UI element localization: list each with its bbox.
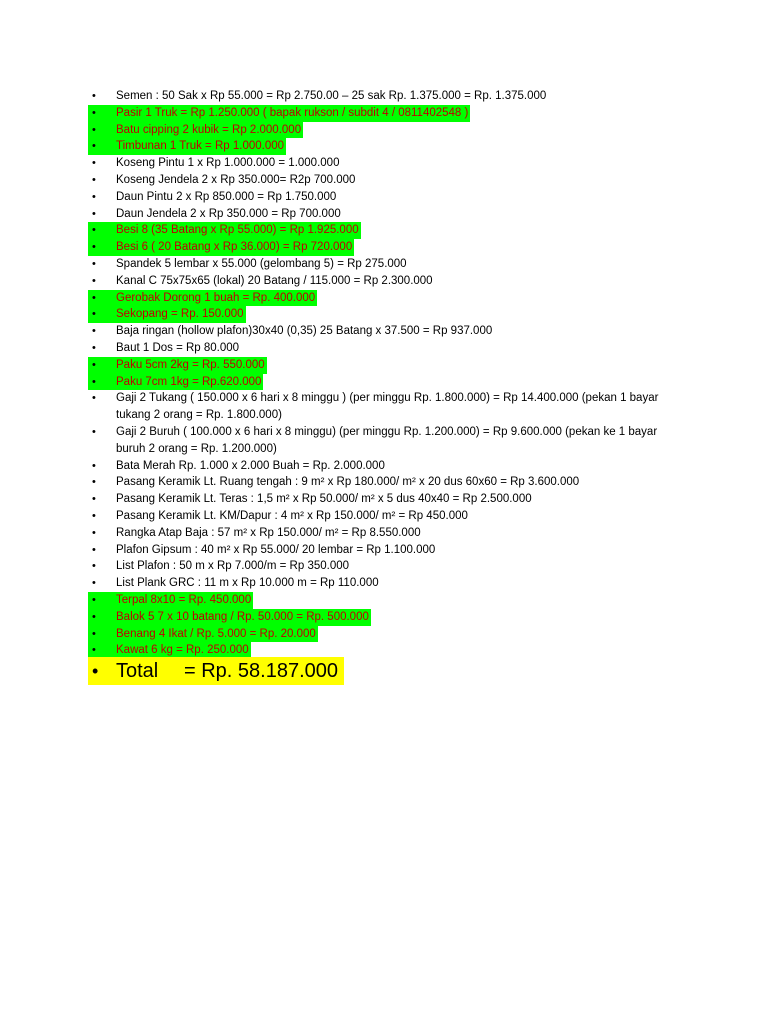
list-item-text: Batu cipping 2 kubik = Rp 2.000.000 xyxy=(116,123,302,136)
bullet-icon: • xyxy=(92,106,96,119)
bullet-icon: • xyxy=(92,375,96,388)
list-item-text: Paku 5cm 2kg = Rp. 550.000 xyxy=(116,358,265,371)
list-item-text: Pasang Keramik Lt. Ruang tengah : 9 m² x Rp 180.000/ m² x 20 dus 60x60 = Rp 3.600.000 xyxy=(116,476,580,489)
total-value: = Rp. 58.187.000 xyxy=(184,660,339,682)
list-item-text: Terpal 8x10 = Rp. 450.000 xyxy=(116,593,252,606)
list-item-text: Pasang Keramik Lt. KM/Dapur : 4 m² x Rp 150.000/ m² = Rp 450.000 xyxy=(116,509,468,522)
bullet-icon: • xyxy=(92,207,96,220)
bullet-icon: • xyxy=(92,425,96,438)
list-item xyxy=(88,390,688,424)
list-item-highlighted xyxy=(88,122,688,139)
bullet-icon: • xyxy=(92,392,96,405)
bullet-icon: • xyxy=(92,274,96,287)
list-item xyxy=(88,172,688,189)
list-item-text: Plafon Gipsum : 40 m² x Rp 55.000/ 20 lembar = Rp 1.100.000 xyxy=(116,543,436,556)
list-item-highlighted xyxy=(88,239,688,256)
list-item xyxy=(88,525,688,542)
list-item-highlighted xyxy=(88,357,688,374)
list-item-text: Gaji 2 Buruh ( 100.000 x 6 hari x 8 minggu) (per minggu Rp. 1.200.000) = Rp 9.600.000 (pekan ke 1 bayar buruh 2 orang = Rp. 1.200.000) xyxy=(116,425,658,455)
bullet-icon: • xyxy=(92,190,96,203)
list-item-highlighted xyxy=(88,609,688,626)
list-item-text: Baja ringan (hollow plafon)30x40 (0,35) 25 Batang x 37.500 = Rp 937.000 xyxy=(116,325,493,338)
bullet-icon: • xyxy=(92,610,96,623)
bullet-icon: • xyxy=(92,140,96,153)
list-item xyxy=(88,491,688,508)
bullet-icon: • xyxy=(92,257,96,270)
list-item xyxy=(88,558,688,575)
list-item-text: Rangka Atap Baja : 57 m² x Rp 150.000/ m² = Rp 8.550.000 xyxy=(116,526,421,539)
bullet-icon: • xyxy=(92,509,96,522)
list-item-highlighted xyxy=(88,105,688,122)
total-bullet-icon: • xyxy=(92,661,99,681)
list-item-highlighted xyxy=(88,138,688,155)
total-row xyxy=(88,657,344,685)
bullet-icon: • xyxy=(92,644,96,657)
bullet-icon: • xyxy=(92,291,96,304)
bullet-icon: • xyxy=(92,341,96,354)
bullet-icon: • xyxy=(92,526,96,539)
list-item-text: Semen : 50 Sak x Rp 55.000 = Rp 2.750.00 – 25 sak Rp. 1.375.000 = Rp. 1.375.000 xyxy=(116,90,547,102)
bullet-icon: • xyxy=(92,459,96,472)
list-item xyxy=(88,88,688,105)
cost-list xyxy=(88,88,688,659)
list-item xyxy=(88,424,688,458)
list-item-text: Daun Jendela 2 x Rp 350.000 = Rp 700.000 xyxy=(116,207,341,220)
list-item-text: Pasang Keramik Lt. Teras : 1,5 m² x Rp 50.000/ m² x 5 dus 40x40 = Rp 2.500.000 xyxy=(116,493,532,506)
list-item-highlighted xyxy=(88,290,688,307)
list-item-text: Balok 5 7 x 10 batang / Rp. 50.000 = Rp. 500.000 xyxy=(116,610,369,623)
bullet-icon: • xyxy=(92,560,96,573)
list-item-text: Gaji 2 Tukang ( 150.000 x 6 hari x 8 minggu ) (per minggu Rp. 1.800.000) = Rp 14.400.000 (pekan 1 bayar tukang 2 orang = Rp. 1.800.000) xyxy=(116,392,659,422)
list-item-text: Spandek 5 lembar x 55.000 (gelombang 5) = Rp 275.000 xyxy=(116,257,407,270)
bullet-icon: • xyxy=(92,157,96,170)
list-item xyxy=(88,542,688,559)
list-item-text: List Plafon : 50 m x Rp 7.000/m = Rp 350.000 xyxy=(116,560,350,573)
list-item-highlighted xyxy=(88,626,688,643)
list-item-text: Gerobak Dorong 1 buah = Rp. 400.000 xyxy=(116,291,316,304)
bullet-icon: • xyxy=(92,543,96,556)
list-item xyxy=(88,155,688,172)
bullet-icon: • xyxy=(92,627,96,640)
list-item xyxy=(88,575,688,592)
list-item xyxy=(88,508,688,525)
bullet-icon: • xyxy=(92,173,96,186)
list-item xyxy=(88,206,688,223)
list-item xyxy=(88,458,688,475)
total-label: Total xyxy=(116,660,159,682)
list-item-highlighted xyxy=(88,306,688,323)
list-item-highlighted xyxy=(88,592,688,609)
bullet-icon: • xyxy=(92,476,96,489)
list-item-text: Pasir 1 Truk = Rp 1.250.000 ( bapak rukson / subdit 4 / 0811402548 ) xyxy=(116,106,469,119)
bullet-icon: • xyxy=(92,308,96,321)
bullet-icon: • xyxy=(92,123,96,136)
list-item-text: Besi 8 (35 Batang x Rp 55.000) = Rp 1.925.000 xyxy=(116,224,359,237)
list-item xyxy=(88,323,688,340)
list-item-text: Kanal C 75x75x65 (lokal) 20 Batang / 115.000 = Rp 2.300.000 xyxy=(116,274,433,287)
bullet-icon: • xyxy=(92,241,96,254)
list-item-text: Timbunan 1 Truk = Rp 1.000.000 xyxy=(116,140,285,153)
list-item-text: Benang 4 Ikat / Rp. 5.000 = Rp. 20.000 xyxy=(116,627,316,640)
list-item-highlighted xyxy=(88,222,688,239)
list-item xyxy=(88,340,688,357)
list-item xyxy=(88,273,688,290)
list-item-text: Sekopang = Rp. 150.000 xyxy=(116,308,244,321)
list-item-text: Paku 7cm 1kg = Rp.620.000 xyxy=(116,375,262,388)
list-item-text: Baut 1 Dos = Rp 80.000 xyxy=(116,341,240,354)
list-item-text: Bata Merah Rp. 1.000 x 2.000 Buah = Rp. 2.000.000 xyxy=(116,459,385,472)
list-item-text: List Plank GRC : 11 m x Rp 10.000 m = Rp 110.000 xyxy=(116,577,379,590)
bullet-icon: • xyxy=(92,358,96,371)
list-item xyxy=(88,256,688,273)
list-item xyxy=(88,474,688,491)
bullet-icon: • xyxy=(92,90,96,102)
list-item-text: Daun Pintu 2 x Rp 850.000 = Rp 1.750.000 xyxy=(116,190,337,203)
list-item-text: Besi 6 ( 20 Batang x Rp 36.000) = Rp 720.000 xyxy=(116,241,353,254)
bullet-icon: • xyxy=(92,577,96,590)
bullet-icon: • xyxy=(92,593,96,606)
list-item xyxy=(88,189,688,206)
list-item-text: Koseng Pintu 1 x Rp 1.000.000 = 1.000.000 xyxy=(116,157,340,170)
list-item-highlighted xyxy=(88,374,688,391)
bullet-icon: • xyxy=(92,224,96,237)
list-item-text: Koseng Jendela 2 x Rp 350.000= R2p 700.000 xyxy=(116,173,356,186)
bullet-icon: • xyxy=(92,325,96,338)
bullet-icon: • xyxy=(92,493,96,506)
list-item-text: Kawat 6 kg = Rp. 250.000 xyxy=(116,644,249,657)
